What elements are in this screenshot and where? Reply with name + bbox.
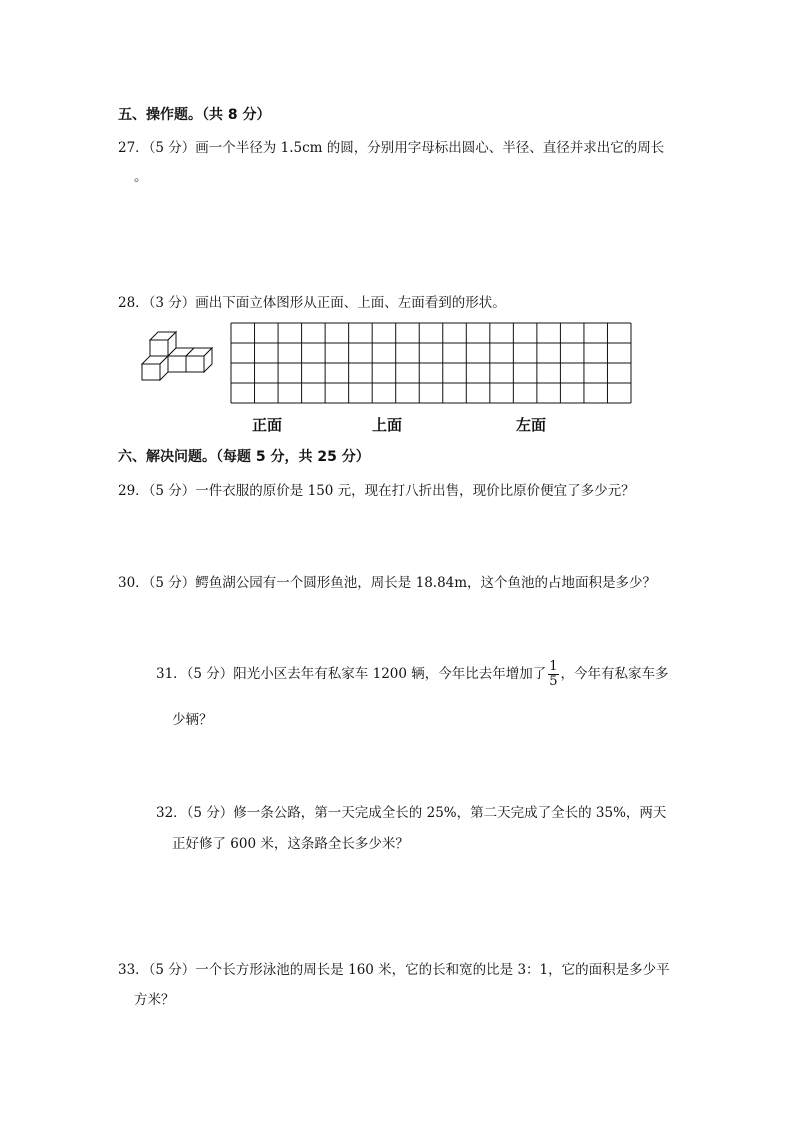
question-29-text: 29．（5 分）一件衣服的原价是 150 元，现在打八折出售，现价比原价便宜了多少元？: [118, 483, 635, 499]
question-30-text: 30．（5 分）鳄鱼湖公园有一个圆形鱼池，周长是 18.84m，这个鱼池的占地面积是多少？: [118, 575, 657, 591]
section-six-heading: 六、解决问题。（每题 5 分，共 25 分）: [118, 449, 370, 465]
question-31-line1: [156, 660, 669, 689]
question-31-before: 31．（5 分）阳光小区去年有私家车 1200 辆，今年比去年增加了: [156, 666, 547, 682]
question-31-line2: 少辆？: [172, 712, 213, 728]
view-label-top: 上面: [372, 416, 403, 434]
question-27-line1: 27．（5 分）画一个半径为 1.5cm 的圆，分别用字母标出圆心、半径、直径并求出它的周长: [118, 140, 665, 156]
section-five-heading: 五、操作题。（共 8 分）: [118, 107, 271, 123]
question-31-after: ，今年有私家车多: [560, 666, 669, 682]
fraction-one-fifth: [548, 660, 558, 689]
question-27-line2: 。: [134, 169, 148, 185]
question-33-line1: 33．（5 分）一个长方形泳池的周长是 160 米，它的长和宽的比是 3：1，它的面积是多少平: [118, 962, 670, 978]
fraction-numerator: 1: [549, 659, 558, 674]
question-32-line2: 正好修了 600 米，这条路全长多少米？: [172, 836, 409, 852]
view-label-left: 左面: [516, 416, 547, 434]
question-32-line1: 32．（5 分）修一条公路，第一天完成全长的 25%，第二天完成了全长的 35%，两天: [156, 805, 667, 821]
drawing-grid[interactable]: [230, 322, 632, 404]
fraction-denominator: 5: [549, 674, 558, 689]
view-label-front: 正面: [252, 416, 283, 434]
question-33-line2: 方米？: [134, 992, 175, 1008]
question-28-text: 28．（3 分）画出下面立体图形从正面、上面、左面看到的形状。: [118, 295, 506, 311]
cube-figure-illustration: [138, 326, 218, 386]
